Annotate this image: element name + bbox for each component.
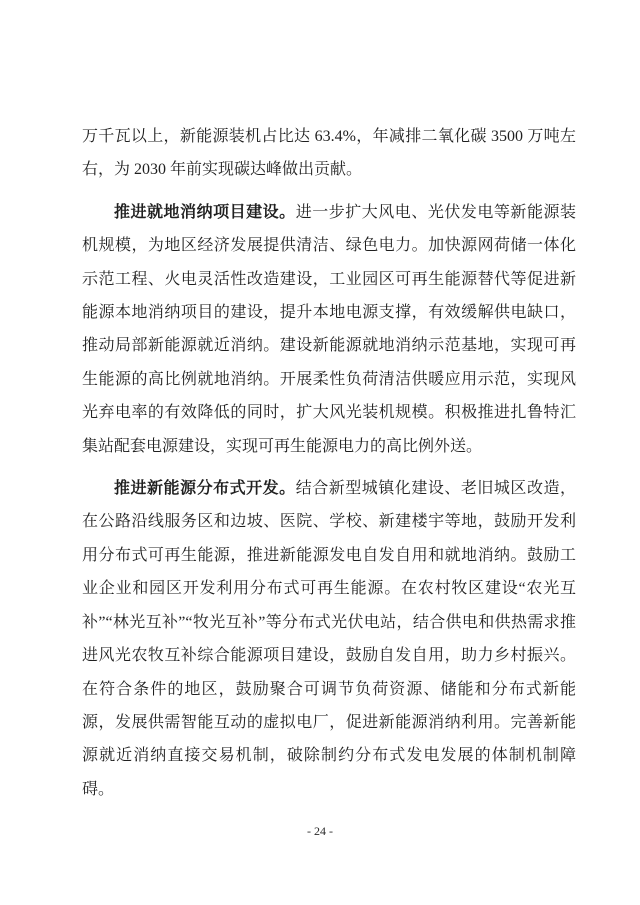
- paragraph-text: 进一步扩大风电、光伏发电等新能源装机规模，为地区经济发展提供清洁、绿色电力。加快源网荷储一体化示范工程、火电灵活性改造建设，工业园区可再生能源替代等促进新能源本地消纳项目的建设，提升本地电源支撑，有效缓解供电缺口，推动局部新能源就近消纳。建设新能源就地消纳示范基地，实现可再生能源的高比例就地消纳。开展柔性负荷清洁供暖应用示范，实现风光弃电率的有效降低的同时，扩大风光装机规模。积极推进扎鲁特汇集站配套电源建设，实现可再生能源电力的高比例外送。: [82, 203, 576, 455]
- paragraph-lead-bold: 推进就地消纳项目建设。: [114, 203, 296, 221]
- paragraph-local-consumption-projects: [82, 196, 576, 463]
- paragraph-continuation: [82, 120, 576, 187]
- paragraph-text: 结合新型城镇化建设、老旧城区改造，在公路沿线服务区和边坡、医院、学校、新建楼宇等地，鼓励开发利用分布式可再生能源，推进新能源发电自发自用和就地消纳。鼓励工业企业和园区开发利用分布式可再生能源。在农村牧区建设“农光互补”“林光互补”“牧光互补”等分布式光伏电站，结合供电和供热需求推进风光农牧互补综合能源项目建设，鼓励自发自用，助力乡村振兴。在符合条件的地区，鼓励聚合可调节负荷资源、储能和分布式新能源，发展供需智能互动的虚拟电厂，促进新能源消纳利用。完善新能源就近消纳直接交易机制，破除制约分布式发电发展的体制机制障碍。: [82, 480, 576, 798]
- page-number: - 24 -: [307, 824, 333, 838]
- paragraph-distributed-development: [82, 472, 576, 806]
- paragraph-text: 万千瓦以上，新能源装机占比达 63.4%，年减排二氧化碳 3500 万吨左右，为 2030 年前实现碳达峰做出贡献。: [82, 128, 576, 179]
- paragraph-lead-bold: 推进新能源分布式开发。: [114, 480, 296, 498]
- document-body: [82, 120, 576, 815]
